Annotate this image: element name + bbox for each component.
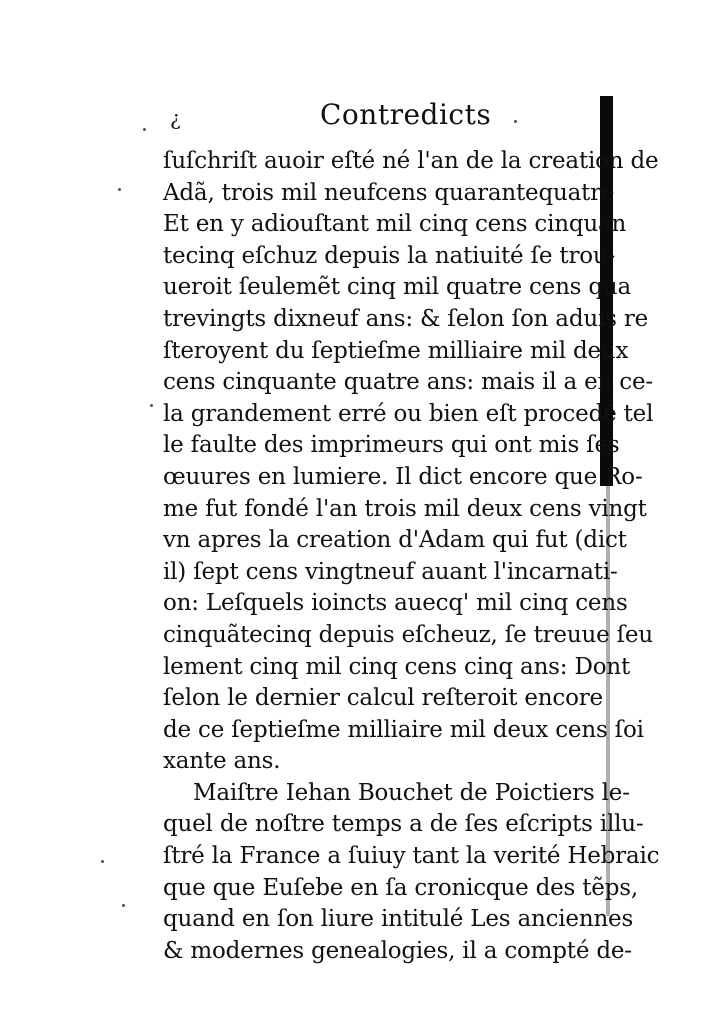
text-line: vn apres la creation d'Adam qui fut (dict <box>163 527 627 554</box>
text-line: quand en ſon liure intitulé Les anciennes <box>163 906 634 933</box>
body-text <box>163 146 660 964</box>
text-line: ſuſchriſt auoir eſté né l'an de la creation de <box>163 148 659 174</box>
text-line: ſtré la France a ſuiuy tant la verité Hebraic <box>163 843 660 870</box>
text-line: Et en y adiouſtant mil cinq cens cinquan <box>163 211 627 238</box>
margin-speck <box>150 404 153 407</box>
text-line: me fut fondé l'an trois mil deux cens vingt <box>163 495 647 522</box>
text-line: trevingts dixneuf ans: & ſelon ſon aduis re <box>163 305 649 332</box>
text-line: ueroit ſeulemẽt cinq mil quatre cens qua <box>163 274 632 301</box>
text-line: ſelon le dernier calcul reſteroit encore <box>163 685 603 712</box>
text-line: le faulte des imprimeurs qui ont mis ſes <box>163 432 620 459</box>
text-line: lement cinq mil cinq cens cinq ans: Dont <box>163 653 630 680</box>
text-line: œuures en lumiere. Il dict encore que Ro- <box>163 463 643 490</box>
margin-speck <box>122 904 125 907</box>
text-line: que que Euſebe en ſa cronicque des tẽps, <box>163 874 638 901</box>
margin-speck <box>118 188 121 191</box>
text-line: la grandement erré ou bien eſt procedé tel <box>163 400 654 427</box>
text-line: ſteroyent du ſeptieſme milliaire mil deux <box>163 337 629 364</box>
text-line: xante ans. <box>163 748 281 775</box>
text-line: & modernes genealogies, il a compté de- <box>163 937 632 964</box>
page-mark: ¿ <box>170 106 181 130</box>
margin-speck <box>101 860 104 863</box>
text-line: tecinq eſchuz depuis la natiuité ſe trou- <box>163 242 616 269</box>
running-head <box>160 98 600 138</box>
text-line: on: Leſquels ioincts auecq' mil cinq cens <box>163 590 628 617</box>
text-line: quel de noſtre temps a de ſes eſcripts illu- <box>163 811 644 838</box>
text-line: Maiſtre Iehan Bouchet de Poictiers le- <box>193 779 630 806</box>
text-line: Adã, trois mil neufcens quarantequatre <box>163 179 615 206</box>
text-line: de ce ſeptieſme milliaire mil deux cens ſoi <box>163 716 644 743</box>
text-line: cens cinquante quatre ans: mais il a en ce- <box>163 369 653 396</box>
margin-speck <box>143 128 146 131</box>
text-line: il) ſept cens vingtneuf auant l'incarnati- <box>163 558 618 585</box>
running-head-title: Contredicts <box>320 98 492 131</box>
text-line: cinquãtecinq depuis eſcheuz, ſe treuue ſeu <box>163 621 653 648</box>
